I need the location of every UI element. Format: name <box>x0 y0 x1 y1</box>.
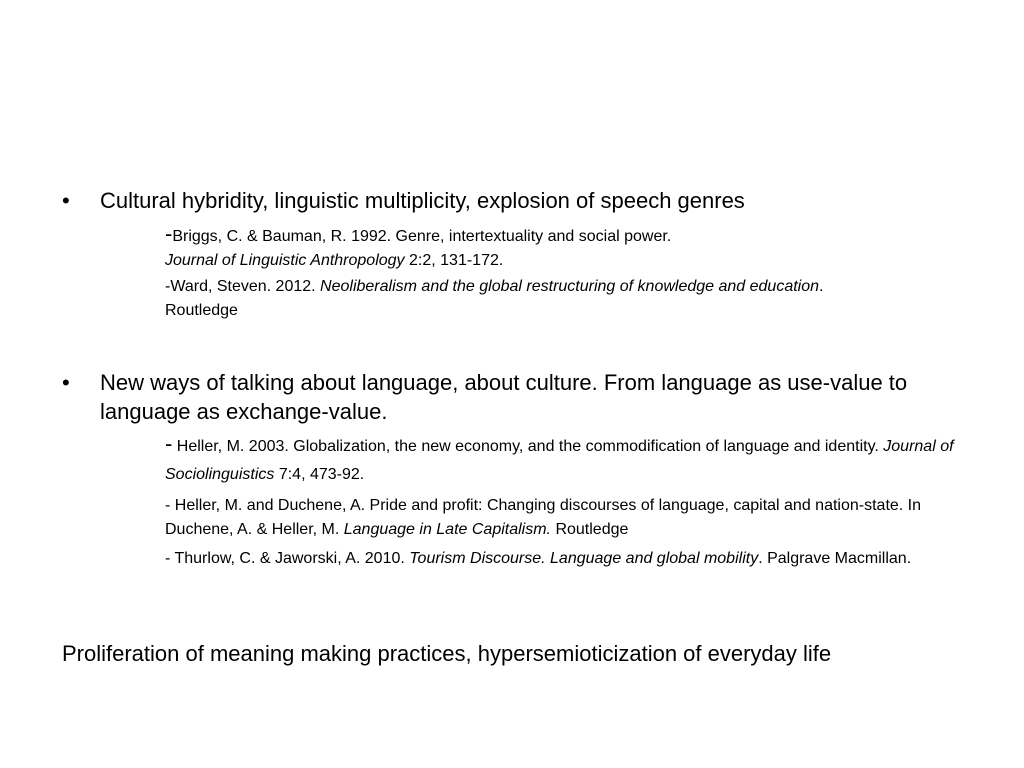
bullet-text: New ways of talking about language, about culture. From language as use-value to language as exchange-value. <box>100 370 908 424</box>
reference-briggs: -Briggs, C. & Bauman, R. 1992. Genre, intertextuality and social power. Journal of Linguistic Anthropology 2:2, 131-172. <box>165 221 672 269</box>
reference-heller-2003: - Heller, M. 2003. Globalization, the new economy, and the commodification of language and identity. Journal of Sociolinguistics 7:4, 473-92. <box>165 431 954 483</box>
reference-thurlow: - Thurlow, C. & Jaworski, A. 2010. Tourism Discourse. Language and global mobility. Palgrave Macmillan. <box>165 550 912 567</box>
bullet-text: Cultural hybridity, linguistic multiplicity, explosion of speech genres <box>100 188 745 213</box>
reference-heller-duchene: - Heller, M. and Duchene, A. Pride and profit: Changing discourses of language, capital and nation-state. In Duchene, A. & Heller, M. Language in Late Capitalism. Routledge <box>165 497 922 538</box>
bullet-marker: • <box>62 370 70 395</box>
reference-ward: -Ward, Steven. 2012. Neoliberalism and the global restructuring of knowledge and education. Routledge <box>165 278 824 319</box>
closing-statement: Proliferation of meaning making practices, hypersemioticization of everyday life <box>62 641 832 666</box>
bullet-marker: • <box>62 188 70 213</box>
